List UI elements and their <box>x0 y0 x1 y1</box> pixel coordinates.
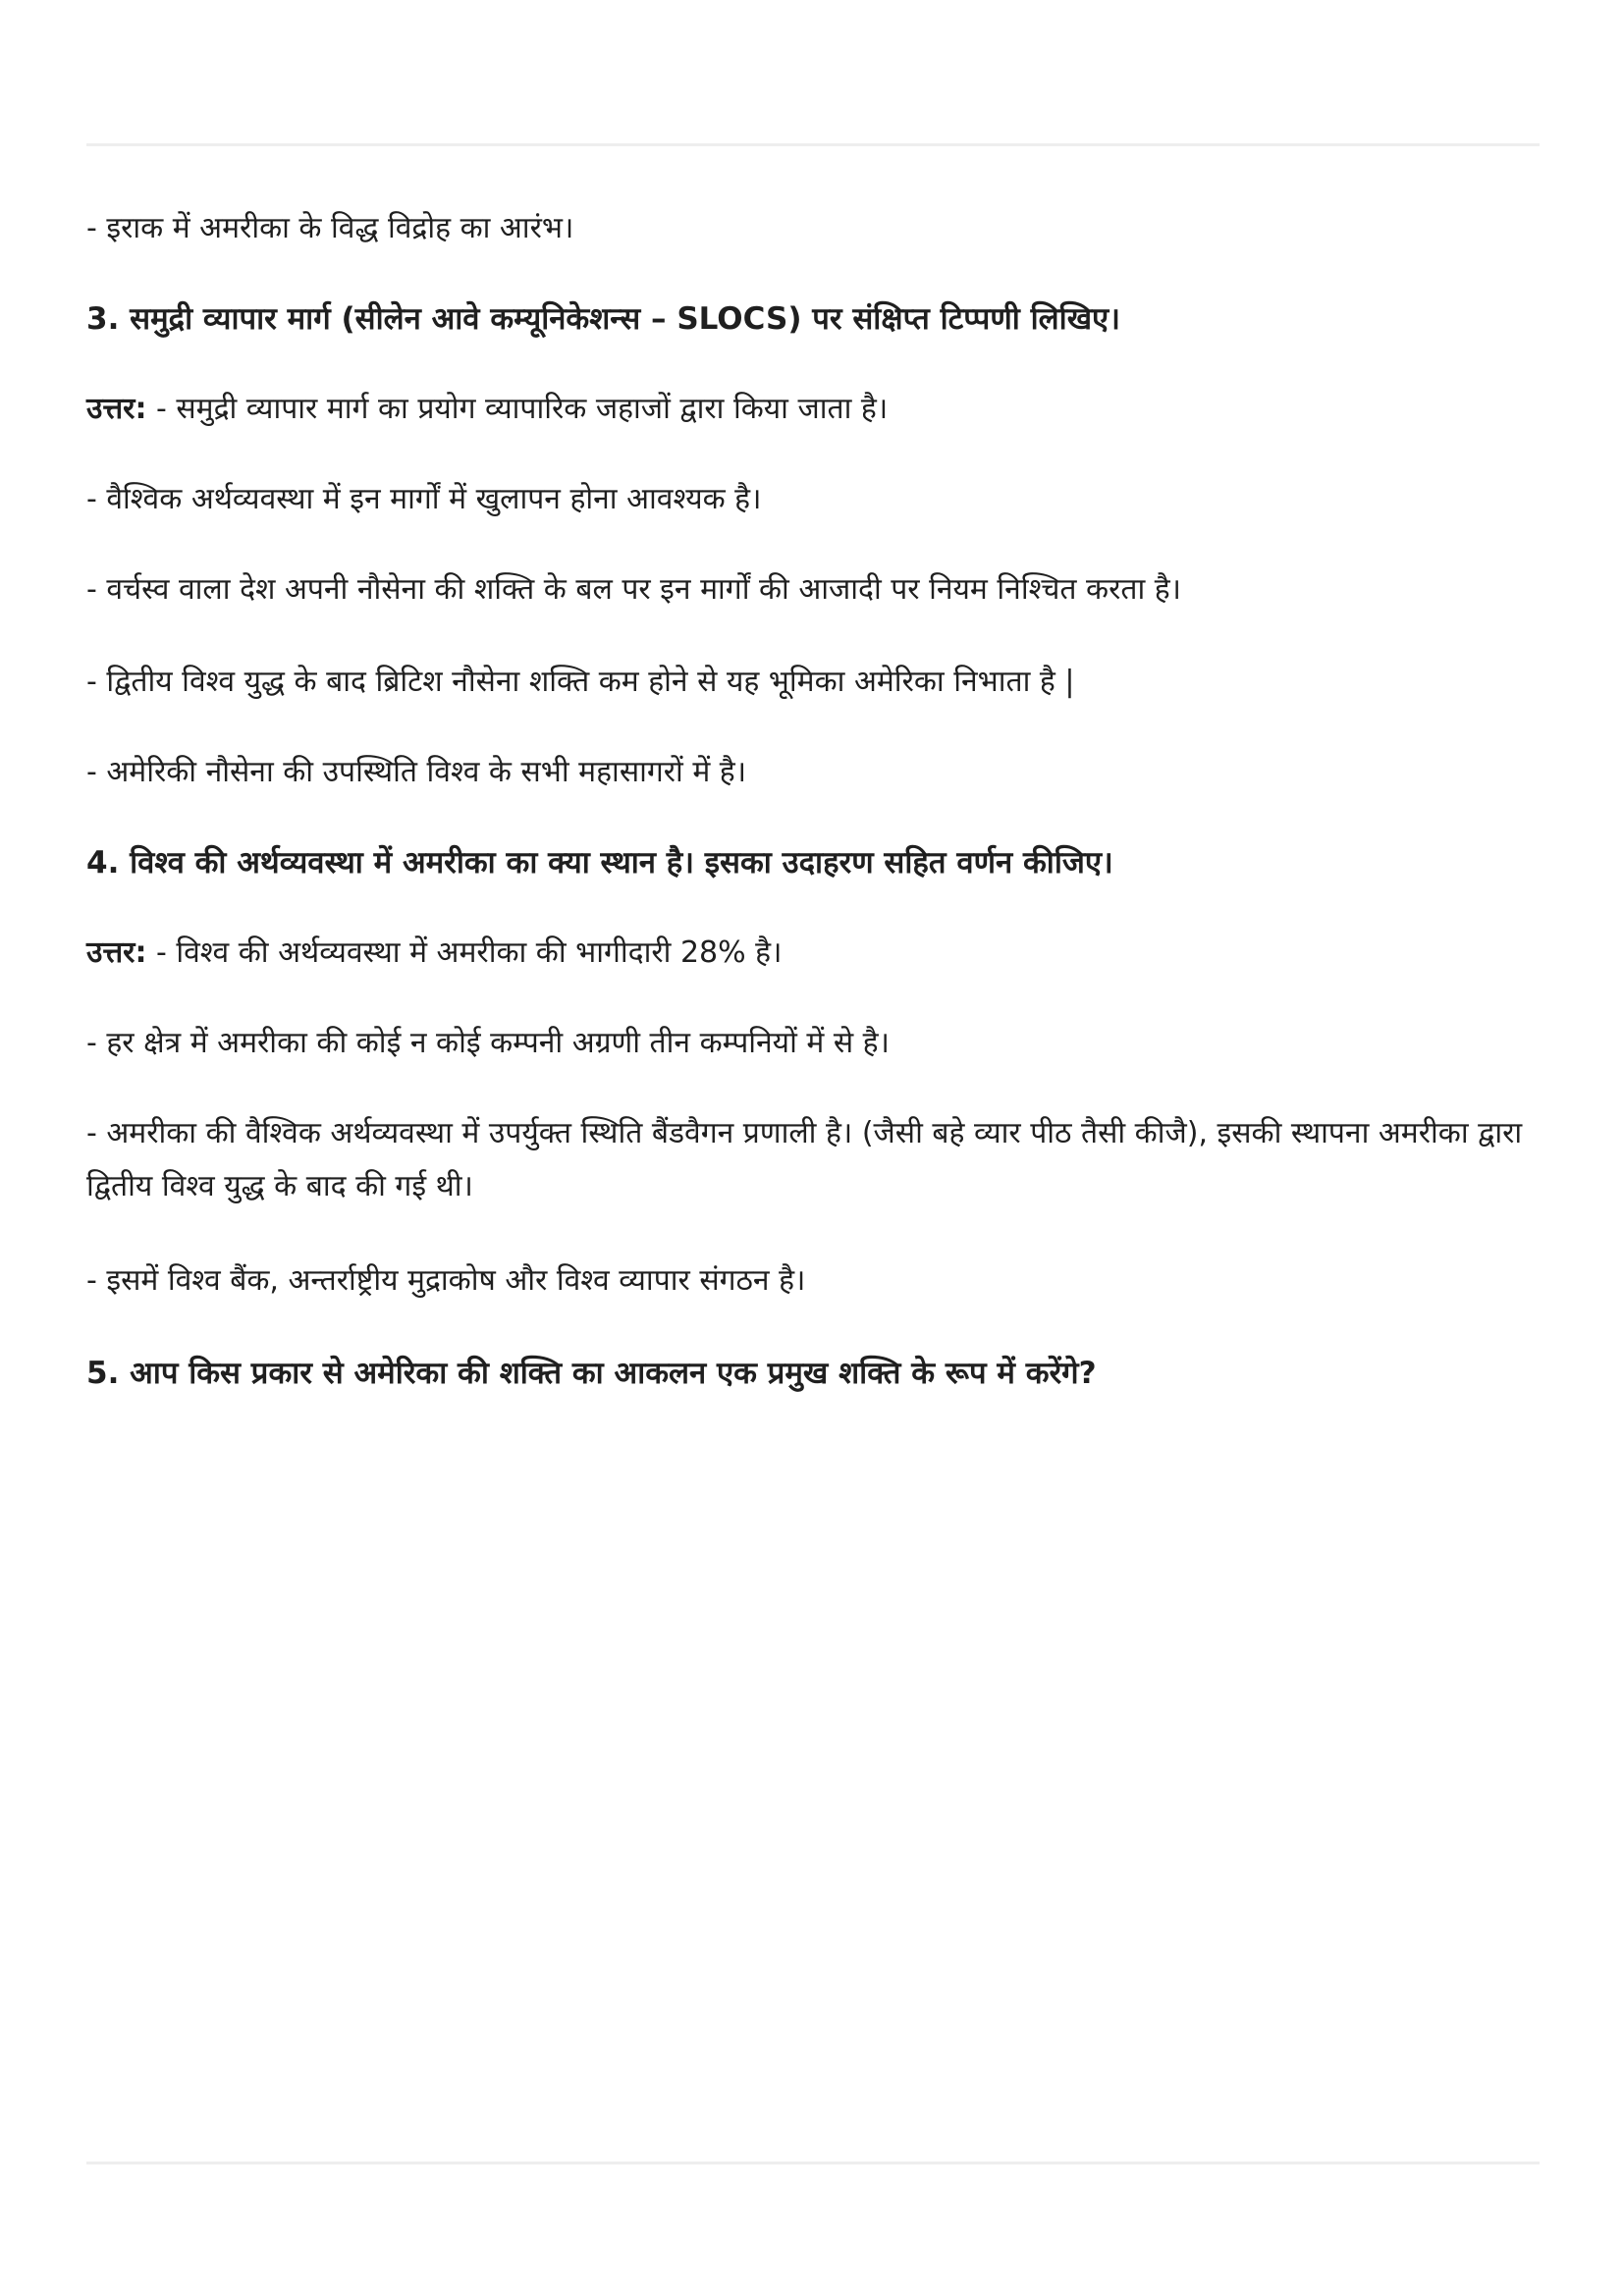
top-divider <box>86 143 1540 146</box>
answer-text: - विश्व की अर्थव्यवस्था में अमरीका की भागीदारी 28% है। <box>155 935 783 970</box>
answer-4-line-3: - अमरीका की वैश्विक अर्थव्यवस्था में उपर्युक्त स्थिति बैंडवैगन प्रणाली है। (जैसी बहे व्यार पीठ तैसी कीजै), इसकी स्थापना अमरीका द्वारा द्वितीय विश्व युद्ध के बाद की गई थी। <box>86 1116 1523 1203</box>
answer-label: उत्तर: <box>86 392 147 426</box>
answer-3-line-2: - वैश्विक अर्थव्यवस्था में इन मार्गों में खुलापन होना आवश्यक है। <box>86 482 762 516</box>
question-5: 5. आप किस प्रकार से अमेरिका की शक्ति का आकलन एक प्रमुख शक्ति के रूप में करेंगे? <box>86 1356 1097 1391</box>
bullet-iraq-revolt: - इराक में अमरीका के विद्ध विद्रोह का आरंभ। <box>86 211 574 245</box>
answer-3-line-1 <box>86 383 1540 436</box>
answer-label: उत्तर: <box>86 935 147 970</box>
answer-3-line-4: - द्वितीय विश्व युद्ध के बाद ब्रिटिश नौसेना शक्ति कम होने से यह भूमिका अमेरिका निभाता है | <box>86 665 1075 699</box>
answer-4-line-4: - इसमें विश्व बैंक, अन्तर्राष्ट्रीय मुद्राकोष और विश्व व्यापार संगठन है। <box>86 1263 806 1298</box>
question-3: 3. समुद्री व्यापार मार्ग (सीलेन आवे कम्यूनिकेशन्स – SLOCS) पर संक्षिप्त टिप्पणी लिखिए। <box>86 301 1120 337</box>
answer-3-line-5: - अमेरिकी नौसेना की उपस्थिति विश्व के सभी महासागरों में है। <box>86 755 747 789</box>
answer-text: - समुद्री व्यापार मार्ग का प्रयोग व्यापारिक जहाजों द्वारा किया जाता है। <box>155 392 889 426</box>
answer-3-line-3: - वर्चस्व वाला देश अपनी नौसेना की शक्ति के बल पर इन मार्गों की आजादी पर नियम निश्चित करता है। <box>86 572 1182 607</box>
answer-4-line-1 <box>86 927 1540 980</box>
bottom-divider <box>86 2162 1540 2164</box>
answer-4-line-2: - हर क्षेत्र में अमरीका की कोई न कोई कम्पनी अग्रणी तीन कम्पनियों में से है। <box>86 1026 890 1060</box>
question-4: 4. विश्व की अर्थव्यवस्था में अमरीका का क्या स्थान है। इसका उदाहरण सहित वर्णन कीजिए। <box>86 845 1113 881</box>
